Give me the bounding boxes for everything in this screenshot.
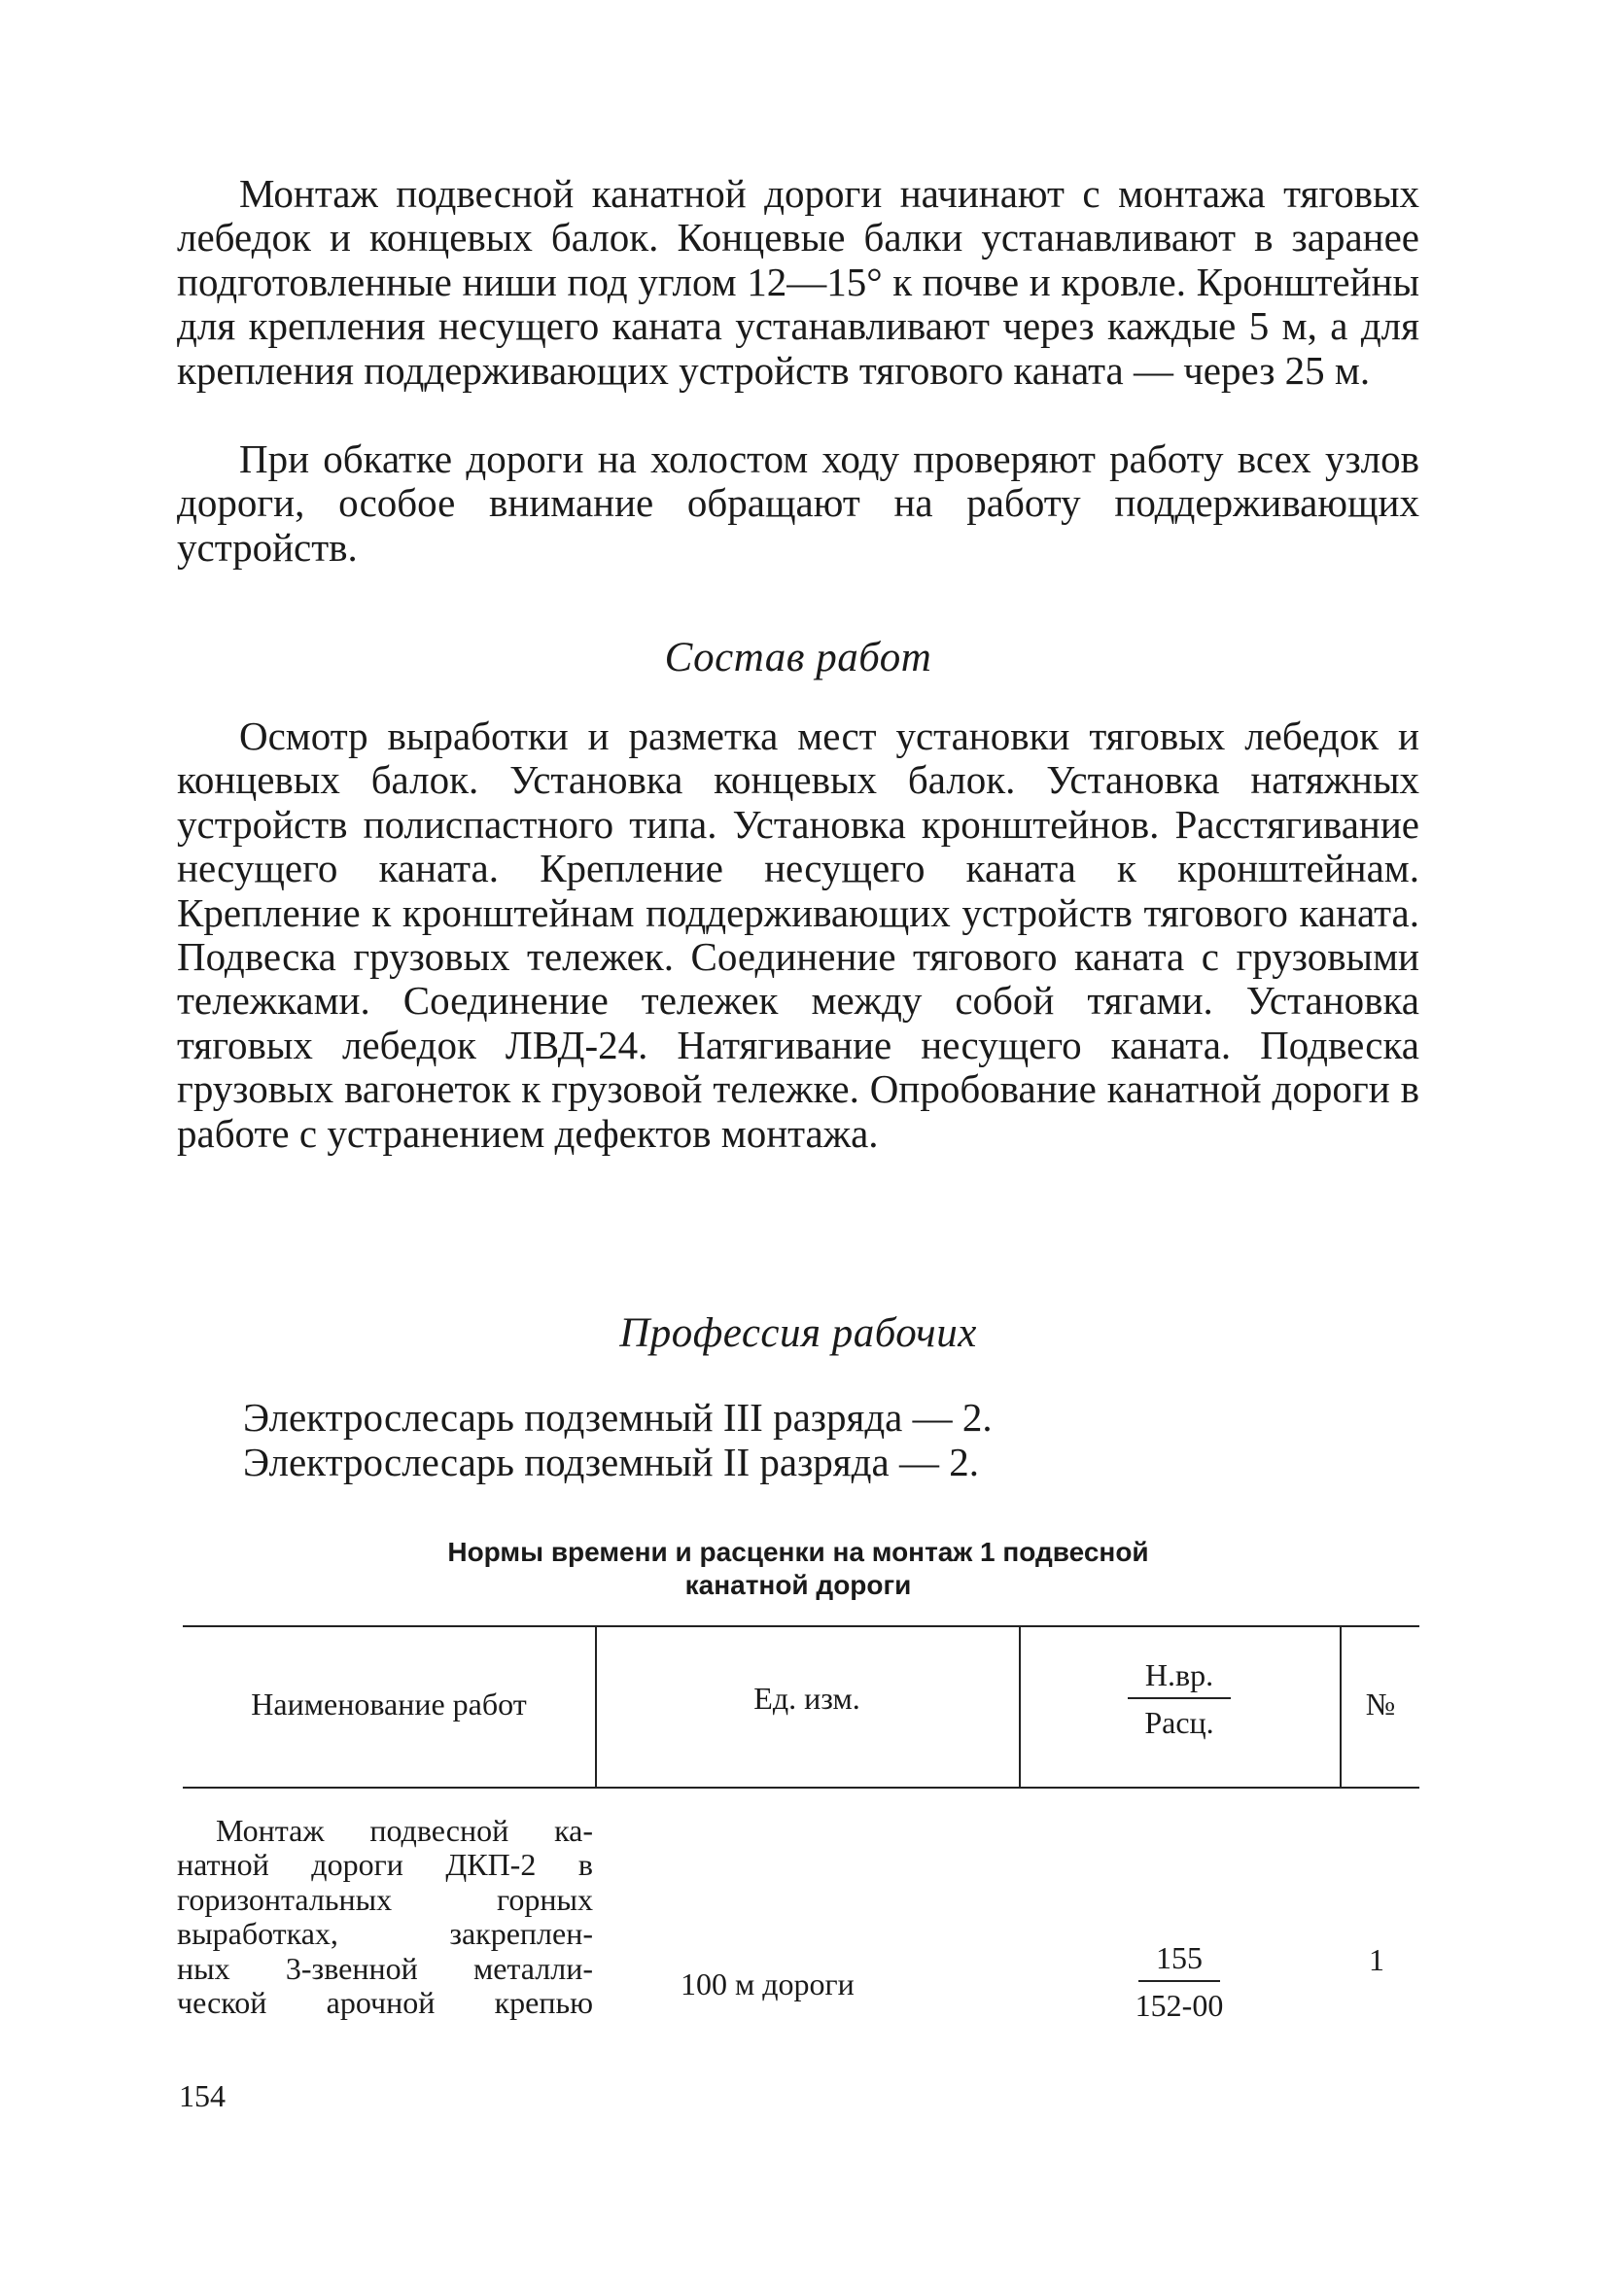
composition-text: Осмотр выработки и разметка мест установки тяговых лебедок и концевых балок. Установка концевых балок. Установка натяжных устройств полиспастного типа. Установка кронштейнов. Расстягивание несущего каната. Крепление несущего каната к кронштейнам. Крепление к кронштейнам поддерживающих устройств тягового каната. Подвеска грузовых тележек. Соединение тягового каната с грузовыми тележками. Соединение тележек между собой тягами. Установка тяговых лебедок ЛВД-24. Натягивание несущего каната. Подвеска грузовых вагонеток к грузовой тележке. Опробование канатной дороги в работе с устранением дефектов монтажа. [177,713,1419,1156]
header-work-name: Наименование работ [251,1687,527,1722]
profession-line-2: Электрослесарь подземный II разряда — 2. [243,1440,979,1484]
row-work-name [177,1814,593,2020]
row-unit: 100 м дороги [681,1966,855,2001]
table-caption [177,1536,1419,1602]
header-norm-time: Н.вр. [1128,1657,1231,1699]
row-work-name-line: Монтаж подвесной ка- [216,1813,593,1848]
composition-heading: Состав работ [664,635,932,680]
table-caption-line-1: Нормы времени и расценки на монтаж 1 подвесной [447,1537,1149,1567]
row-norm-fraction [1021,1940,1338,2024]
header-rate: Расц. [1144,1705,1214,1740]
header-number: № [1365,1687,1396,1722]
table-header-rule [183,1787,1419,1789]
profession-heading: Профессия рабочих [619,1310,977,1356]
row-work-name-line: ческой арочной крепью [177,1985,593,2021]
table-top-rule [183,1625,1419,1627]
row-work-name-line: натной дороги ДКП-2 в [177,1847,593,1883]
header-norm-fraction [1021,1657,1338,1741]
row-work-name-line: ных 3-звенной металли- [177,1950,593,1986]
row-number: 1 [1369,1942,1384,1977]
row-work-name-line: горизонтальных горных [177,1881,593,1917]
row-rate: 152-00 [1135,1988,1224,2023]
row-norm-time: 155 [1138,1940,1220,1982]
page-number: 154 [179,2078,226,2113]
profession-line-1: Электрослесарь подземный III разряда — 2. [243,1395,993,1440]
intro-paragraph-2: При обкатке дороги на холостом ходу проверяют работу всех узлов дороги, особое внимание обращают на работу поддерживающих устройств. [177,436,1419,570]
header-unit: Ед. изм. [753,1681,860,1716]
table-caption-line-2: канатной дороги [684,1570,912,1600]
row-work-name-line: выработках, закреплен- [177,1916,593,1952]
intro-paragraph-1: Монтаж подвесной канатной дороги начинают с монтажа тяговых лебедок и концевых балок. Концевые балки устанавливают в заранее подготовленные ниши под углом 12—15° к почве и кровле. Кронштейны для крепления несущего каната устанавливают через каждые 5 м, а для крепления поддерживающих устройств тягового каната — через 25 м. [177,171,1419,393]
